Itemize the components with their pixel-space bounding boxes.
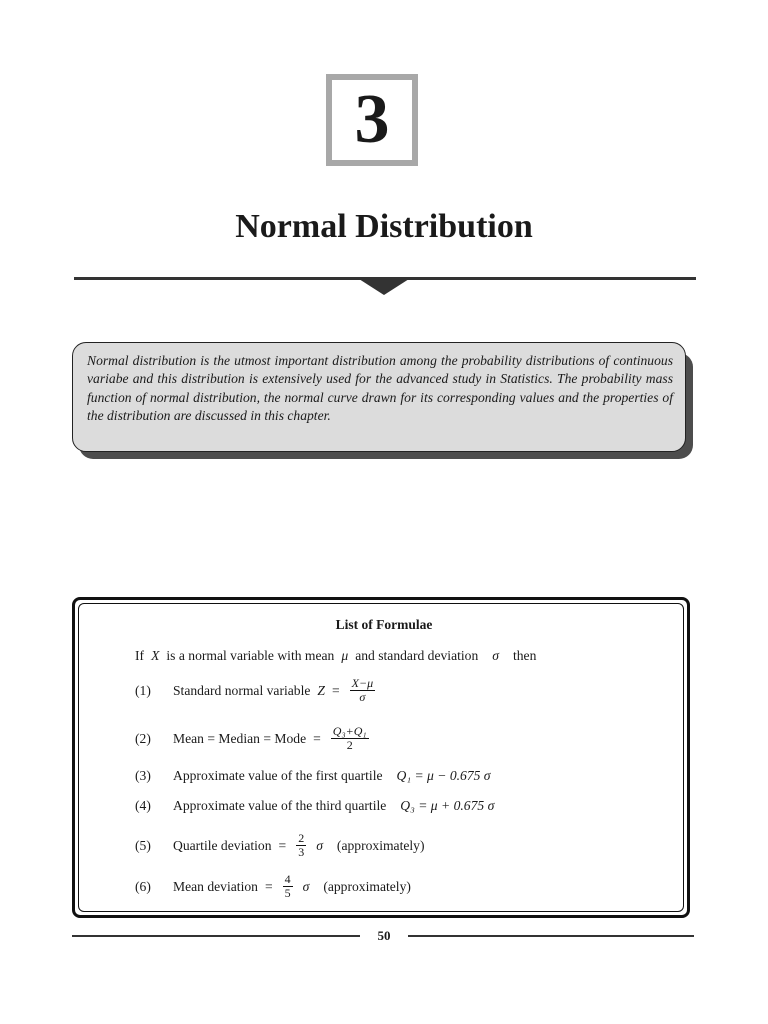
chapter-number-box <box>326 74 418 166</box>
formula-item-3 <box>135 768 491 784</box>
formula-text: Approximate value of the first quartile <box>173 768 383 783</box>
formula-item-4 <box>135 798 494 814</box>
formula-number: (5) <box>135 837 151 853</box>
formulae-frame <box>72 597 690 918</box>
lead-and-sd: and standard deviation <box>355 648 479 663</box>
formula-lhs: Z <box>317 682 325 698</box>
formula-text: Mean = Median = Mode <box>173 730 307 746</box>
formula-text: Mean deviation <box>173 878 258 894</box>
divider-arrow-icon <box>359 279 409 295</box>
formula-expression: Q₃ = μ + 0.675 σ <box>400 798 495 813</box>
equals-sign: = <box>278 837 287 853</box>
formula-text: Quartile deviation <box>173 837 272 853</box>
fraction <box>283 873 293 900</box>
formulae-heading: List of Formulae <box>335 617 433 632</box>
variable-x: X <box>151 648 160 663</box>
formula-text: Standard normal variable <box>173 682 311 698</box>
approximation-note: (approximately) <box>336 837 425 853</box>
formula-item-5 <box>135 832 425 859</box>
equals-sign: = <box>264 878 273 894</box>
intro-paragraph: Normal distribution is the utmost important distribution among the probability distributions of continuous variabe and this distribution is extensively used for the advanced study in Statistics. The probability mass function of normal distribution, the normal curve drawn for its corresponding values and the properties of the distribution are discussed in this chapter. <box>72 342 686 452</box>
formula-number: (2) <box>135 730 151 746</box>
fraction <box>350 677 375 704</box>
lead-suffix: then <box>512 648 537 663</box>
fraction-denominator: σ <box>359 690 366 704</box>
formula-number: (4) <box>135 798 151 813</box>
fraction <box>331 725 369 752</box>
fraction <box>296 832 306 859</box>
sigma-symbol: σ <box>316 837 323 853</box>
formula-number: (1) <box>135 682 151 698</box>
fraction-denominator: 2 <box>346 738 353 752</box>
page-number: 50 <box>377 928 391 943</box>
equals-sign: = <box>331 682 340 698</box>
fraction-numerator: X−μ <box>351 676 374 690</box>
fraction-numerator: 4 <box>284 872 291 886</box>
approximation-note: (approximately) <box>323 878 411 894</box>
formulae-lead-line <box>135 648 536 664</box>
chapter-number: 3 <box>354 81 390 158</box>
formula-number: (3) <box>135 768 151 783</box>
formula-item-1 <box>135 677 378 704</box>
formula-number: (6) <box>135 878 151 894</box>
formula-expression: Q₁ = μ − 0.675 σ <box>396 768 491 783</box>
chapter-title: Normal Distribution <box>235 208 533 245</box>
formula-text: Approximate value of the third quartile <box>173 798 387 813</box>
sigma-symbol: σ <box>492 648 499 663</box>
fraction-denominator: 3 <box>298 845 305 859</box>
lead-prefix: If <box>135 648 145 663</box>
fraction-numerator: 2 <box>298 831 305 845</box>
mu-symbol: μ <box>341 648 349 663</box>
lead-middle: is a normal variable with mean <box>166 648 335 663</box>
formula-item-6 <box>135 873 411 900</box>
formula-item-2 <box>135 725 372 752</box>
equals-sign: = <box>313 730 321 746</box>
fraction-numerator: Q₃+Q₁ <box>332 724 367 738</box>
sigma-symbol: σ <box>302 878 310 894</box>
fraction-denominator: 5 <box>284 886 291 900</box>
